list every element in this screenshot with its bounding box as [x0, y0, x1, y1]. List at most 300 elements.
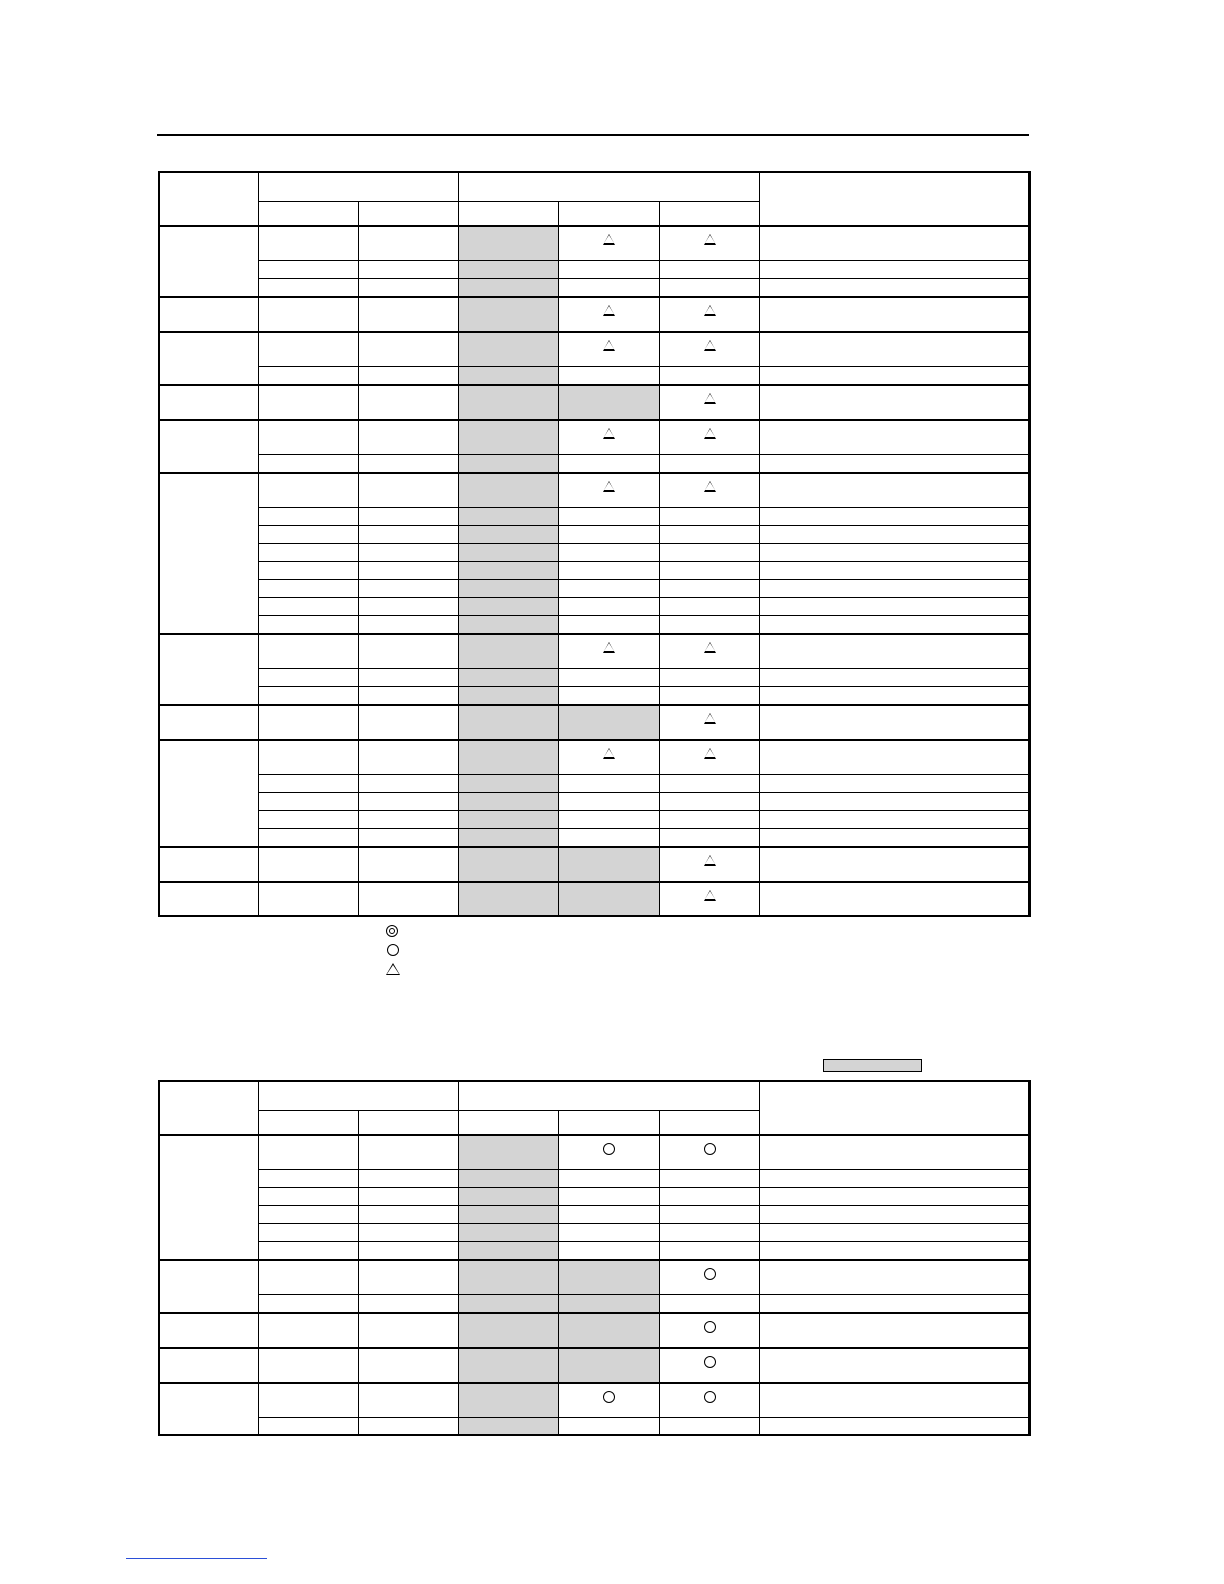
table-row [159, 1188, 1031, 1206]
table-row [159, 508, 1031, 526]
table-2-subheader [359, 1111, 459, 1135]
table-cell [459, 1295, 559, 1313]
table-row [159, 1383, 1031, 1418]
table-row [159, 526, 1031, 544]
table-row [159, 669, 1031, 687]
table-cell [259, 455, 359, 473]
table-row [159, 1260, 1031, 1295]
table-cell [359, 1418, 459, 1436]
table-cell [559, 1383, 660, 1418]
table-cell [459, 526, 559, 544]
row-group-label [159, 1348, 259, 1383]
table-1-header-group-b [459, 172, 760, 202]
row-group-label [159, 420, 259, 473]
table-cell [459, 598, 559, 616]
table-cell [359, 1206, 459, 1224]
table-cell [259, 598, 359, 616]
table-cell [359, 1313, 459, 1348]
table-row [159, 740, 1031, 775]
table-cell [660, 1224, 760, 1242]
table-cell [459, 847, 559, 882]
table-cell [760, 1135, 1031, 1170]
table-cell [660, 562, 760, 580]
table-cell [559, 1242, 660, 1260]
circle-icon [704, 1268, 716, 1280]
table-cell [259, 1383, 359, 1418]
table-cell [760, 740, 1031, 775]
table-cell [760, 1188, 1031, 1206]
table-cell [559, 385, 660, 420]
table-cell [359, 455, 459, 473]
table-cell [760, 1224, 1031, 1242]
table-cell [760, 455, 1031, 473]
table-cell [559, 580, 660, 598]
table-cell [660, 332, 760, 367]
table-cell [259, 297, 359, 332]
row-group-label [159, 882, 259, 917]
table-cell [660, 793, 760, 811]
table-cell [459, 811, 559, 829]
triangle-icon [603, 748, 615, 759]
table-cell [660, 1260, 760, 1295]
table-2-subheader [459, 1111, 559, 1135]
table-cell [559, 793, 660, 811]
table-cell [660, 811, 760, 829]
table-cell [559, 332, 660, 367]
table-2-header-remarks [760, 1081, 1031, 1135]
table-cell [359, 829, 459, 847]
table-row [159, 1206, 1031, 1224]
table-cell [459, 1348, 559, 1383]
table-cell [660, 1418, 760, 1436]
table-cell [559, 279, 660, 297]
table-row [159, 580, 1031, 598]
table-cell [660, 1383, 760, 1418]
table-row [159, 811, 1031, 829]
table-cell [359, 740, 459, 775]
triangle-icon [603, 642, 615, 653]
row-group-label [159, 705, 259, 740]
table-cell [559, 1188, 660, 1206]
table-cell [259, 740, 359, 775]
table-cell [259, 1170, 359, 1188]
triangle-icon [603, 234, 615, 245]
circle-icon [704, 1391, 716, 1403]
table-cell [259, 1295, 359, 1313]
triangle-icon [704, 855, 716, 866]
table-cell [459, 687, 559, 705]
table-cell [459, 1188, 559, 1206]
table-cell [359, 669, 459, 687]
table-2-header-group-a [259, 1081, 459, 1111]
table-cell [760, 526, 1031, 544]
table-cell [459, 544, 559, 562]
table-cell [259, 1260, 359, 1295]
table-cell [259, 829, 359, 847]
table-cell [559, 261, 660, 279]
table-cell [259, 508, 359, 526]
table-cell [559, 1170, 660, 1188]
table-cell [660, 705, 760, 740]
table-cell [660, 367, 760, 385]
table-cell [459, 455, 559, 473]
table-cell [760, 261, 1031, 279]
table-1-subheader [259, 202, 359, 226]
table-cell [459, 367, 559, 385]
table-cell [459, 829, 559, 847]
table-cell [259, 669, 359, 687]
table-cell [760, 1295, 1031, 1313]
table-cell [259, 544, 359, 562]
triangle-icon [704, 428, 716, 439]
table-1-subheader [559, 202, 660, 226]
table-cell [559, 526, 660, 544]
table-cell [559, 847, 660, 882]
table-cell [259, 1242, 359, 1260]
table-cell [760, 1242, 1031, 1260]
table-cell [359, 1242, 459, 1260]
triangle-icon [704, 481, 716, 492]
table-row [159, 1295, 1031, 1313]
table-2-header-group-b [459, 1081, 760, 1111]
table-cell [259, 793, 359, 811]
table-cell [559, 598, 660, 616]
table-row [159, 261, 1031, 279]
table-cell [660, 261, 760, 279]
table-cell [359, 367, 459, 385]
table-row [159, 385, 1031, 420]
table-cell [359, 811, 459, 829]
table-cell [359, 634, 459, 669]
table-cell [660, 526, 760, 544]
table-cell [259, 1188, 359, 1206]
table-cell [359, 297, 459, 332]
table-2-subheader [259, 1111, 359, 1135]
table-row [159, 705, 1031, 740]
row-group-label [159, 847, 259, 882]
row-group-label [159, 740, 259, 847]
table-row [159, 332, 1031, 367]
table-cell [760, 687, 1031, 705]
table-cell [259, 616, 359, 634]
table-cell [359, 793, 459, 811]
double-circle-icon [386, 925, 398, 937]
table-cell [760, 811, 1031, 829]
table-cell [660, 226, 760, 261]
table-row [159, 420, 1031, 455]
table-cell [660, 687, 760, 705]
table-cell [760, 580, 1031, 598]
table-cell [660, 1188, 760, 1206]
table-2-subheader [660, 1111, 760, 1135]
table-row [159, 598, 1031, 616]
table-cell [559, 705, 660, 740]
table-cell [259, 580, 359, 598]
table-cell [559, 1260, 660, 1295]
triangle-icon [603, 481, 615, 492]
table-cell [660, 1313, 760, 1348]
table-row [159, 1418, 1031, 1436]
table-cell [760, 332, 1031, 367]
table-row [159, 847, 1031, 882]
footer-link-rule [126, 1558, 267, 1559]
table-cell [359, 705, 459, 740]
circle-icon [603, 1391, 615, 1403]
table-cell [760, 367, 1031, 385]
status-table-2 [158, 1080, 1031, 1436]
row-group-label [159, 1313, 259, 1348]
table-cell [760, 544, 1031, 562]
table-cell [660, 598, 760, 616]
table-row [159, 616, 1031, 634]
table-cell [760, 473, 1031, 508]
table-1-header-group-a [259, 172, 459, 202]
table-row [159, 1242, 1031, 1260]
table-cell [259, 1206, 359, 1224]
table-cell [459, 508, 559, 526]
table-2-header-category [159, 1081, 259, 1135]
table-cell [760, 420, 1031, 455]
table-cell [559, 1295, 660, 1313]
row-group-label [159, 226, 259, 297]
table-cell [459, 616, 559, 634]
table-cell [559, 1348, 660, 1383]
table-cell [259, 367, 359, 385]
table-cell [259, 882, 359, 917]
table-cell [660, 473, 760, 508]
table-cell [760, 562, 1031, 580]
table-cell [559, 455, 660, 473]
table-cell [559, 226, 660, 261]
table-cell [459, 634, 559, 669]
table-cell [359, 1260, 459, 1295]
table-cell [660, 420, 760, 455]
table-cell [259, 775, 359, 793]
table-row [159, 455, 1031, 473]
table-cell [459, 1224, 559, 1242]
table-cell [660, 634, 760, 669]
table-cell [359, 580, 459, 598]
triangle-icon [603, 428, 615, 439]
table-row [159, 1170, 1031, 1188]
table-row [159, 226, 1031, 261]
table-cell [760, 634, 1031, 669]
table-cell [259, 705, 359, 740]
table-cell [660, 1295, 760, 1313]
table-cell [359, 1295, 459, 1313]
table-cell [459, 420, 559, 455]
table-cell [760, 297, 1031, 332]
table-cell [559, 882, 660, 917]
table-cell [660, 775, 760, 793]
table-cell [259, 1348, 359, 1383]
table-cell [660, 847, 760, 882]
table-cell [760, 705, 1031, 740]
circle-icon [704, 1356, 716, 1368]
table-cell [359, 385, 459, 420]
table-1-header-remarks [760, 172, 1031, 226]
table-cell [259, 473, 359, 508]
table-cell [459, 385, 559, 420]
table-cell [660, 1348, 760, 1383]
table-cell [459, 473, 559, 508]
table-cell [359, 1348, 459, 1383]
legend [386, 925, 402, 982]
table-row [159, 1224, 1031, 1242]
table-cell [459, 705, 559, 740]
table-cell [760, 793, 1031, 811]
table-cell [760, 1313, 1031, 1348]
triangle-icon [603, 340, 615, 351]
table-cell [359, 598, 459, 616]
table-cell [259, 687, 359, 705]
table-cell [359, 882, 459, 917]
table-row [159, 544, 1031, 562]
table-cell [760, 226, 1031, 261]
table-cell [459, 332, 559, 367]
table-cell [760, 1348, 1031, 1383]
table-cell [660, 1206, 760, 1224]
triangle-icon [704, 234, 716, 245]
table-cell [660, 882, 760, 917]
table-cell [359, 1170, 459, 1188]
table-cell [760, 1206, 1031, 1224]
table-cell [359, 526, 459, 544]
table-cell [559, 616, 660, 634]
table-cell [359, 508, 459, 526]
table-cell [760, 669, 1031, 687]
table-cell [359, 562, 459, 580]
table-cell [259, 1135, 359, 1170]
circle-icon [603, 1143, 615, 1155]
table-cell [259, 420, 359, 455]
table-cell [359, 332, 459, 367]
table-cell [359, 1135, 459, 1170]
table-cell [459, 775, 559, 793]
table-cell [660, 385, 760, 420]
table-cell [760, 1260, 1031, 1295]
table-row [159, 1348, 1031, 1383]
circle-icon [704, 1321, 716, 1333]
table-cell [559, 297, 660, 332]
row-group-label [159, 1135, 259, 1260]
table-cell [259, 1418, 359, 1436]
table-cell [559, 562, 660, 580]
table-row [159, 634, 1031, 669]
table-cell [259, 562, 359, 580]
table-row [159, 297, 1031, 332]
row-group-label [159, 634, 259, 705]
table-cell [760, 279, 1031, 297]
table-row [159, 829, 1031, 847]
header-rule [157, 134, 1029, 136]
table-cell [760, 616, 1031, 634]
table-cell [459, 261, 559, 279]
table-cell [459, 882, 559, 917]
table-cell [760, 598, 1031, 616]
table-cell [660, 508, 760, 526]
triangle-icon [704, 713, 716, 724]
table-cell [259, 332, 359, 367]
table-cell [559, 1206, 660, 1224]
table-cell [359, 1188, 459, 1206]
table-row [159, 1135, 1031, 1170]
table-1-header-category [159, 172, 259, 226]
status-table-1 [158, 171, 1031, 917]
table-cell [259, 811, 359, 829]
table-row [159, 473, 1031, 508]
table-cell [459, 580, 559, 598]
triangle-icon [704, 305, 716, 316]
table-cell [259, 634, 359, 669]
table-cell [660, 740, 760, 775]
table-cell [359, 261, 459, 279]
table-cell [459, 793, 559, 811]
table-cell [359, 226, 459, 261]
table-cell [559, 508, 660, 526]
table-cell [559, 740, 660, 775]
table-cell [359, 279, 459, 297]
table-cell [660, 544, 760, 562]
table-cell [660, 616, 760, 634]
table-row [159, 687, 1031, 705]
table-cell [359, 687, 459, 705]
table-cell [259, 526, 359, 544]
table-cell [559, 473, 660, 508]
triangle-icon [603, 305, 615, 316]
triangle-icon [704, 393, 716, 404]
table-cell [359, 847, 459, 882]
triangle-icon [704, 890, 716, 901]
table-cell [459, 279, 559, 297]
table-2-subheader [559, 1111, 660, 1135]
table-cell [459, 1313, 559, 1348]
table-1-subheader [660, 202, 760, 226]
triangle-icon [704, 748, 716, 759]
table-cell [259, 1313, 359, 1348]
table-cell [259, 261, 359, 279]
table-cell [559, 811, 660, 829]
table-row [159, 882, 1031, 917]
row-group-label [159, 332, 259, 385]
table-cell [559, 775, 660, 793]
table-cell [760, 1170, 1031, 1188]
table-cell [259, 279, 359, 297]
table-cell [760, 775, 1031, 793]
table-cell [459, 1242, 559, 1260]
table-cell [259, 226, 359, 261]
table-cell [259, 1224, 359, 1242]
table-cell [459, 1260, 559, 1295]
table-cell [760, 829, 1031, 847]
table-row [159, 793, 1031, 811]
table-cell [760, 847, 1031, 882]
table-cell [660, 455, 760, 473]
table-cell [559, 367, 660, 385]
table-cell [459, 297, 559, 332]
table-1-subheader [459, 202, 559, 226]
table-cell [359, 616, 459, 634]
row-group-label [159, 473, 259, 634]
table-cell [459, 1418, 559, 1436]
table-cell [559, 420, 660, 455]
circle-icon [387, 944, 399, 956]
table-cell [559, 634, 660, 669]
table-cell [660, 580, 760, 598]
table-cell [660, 1135, 760, 1170]
table-cell [359, 420, 459, 455]
table-cell [760, 1383, 1031, 1418]
